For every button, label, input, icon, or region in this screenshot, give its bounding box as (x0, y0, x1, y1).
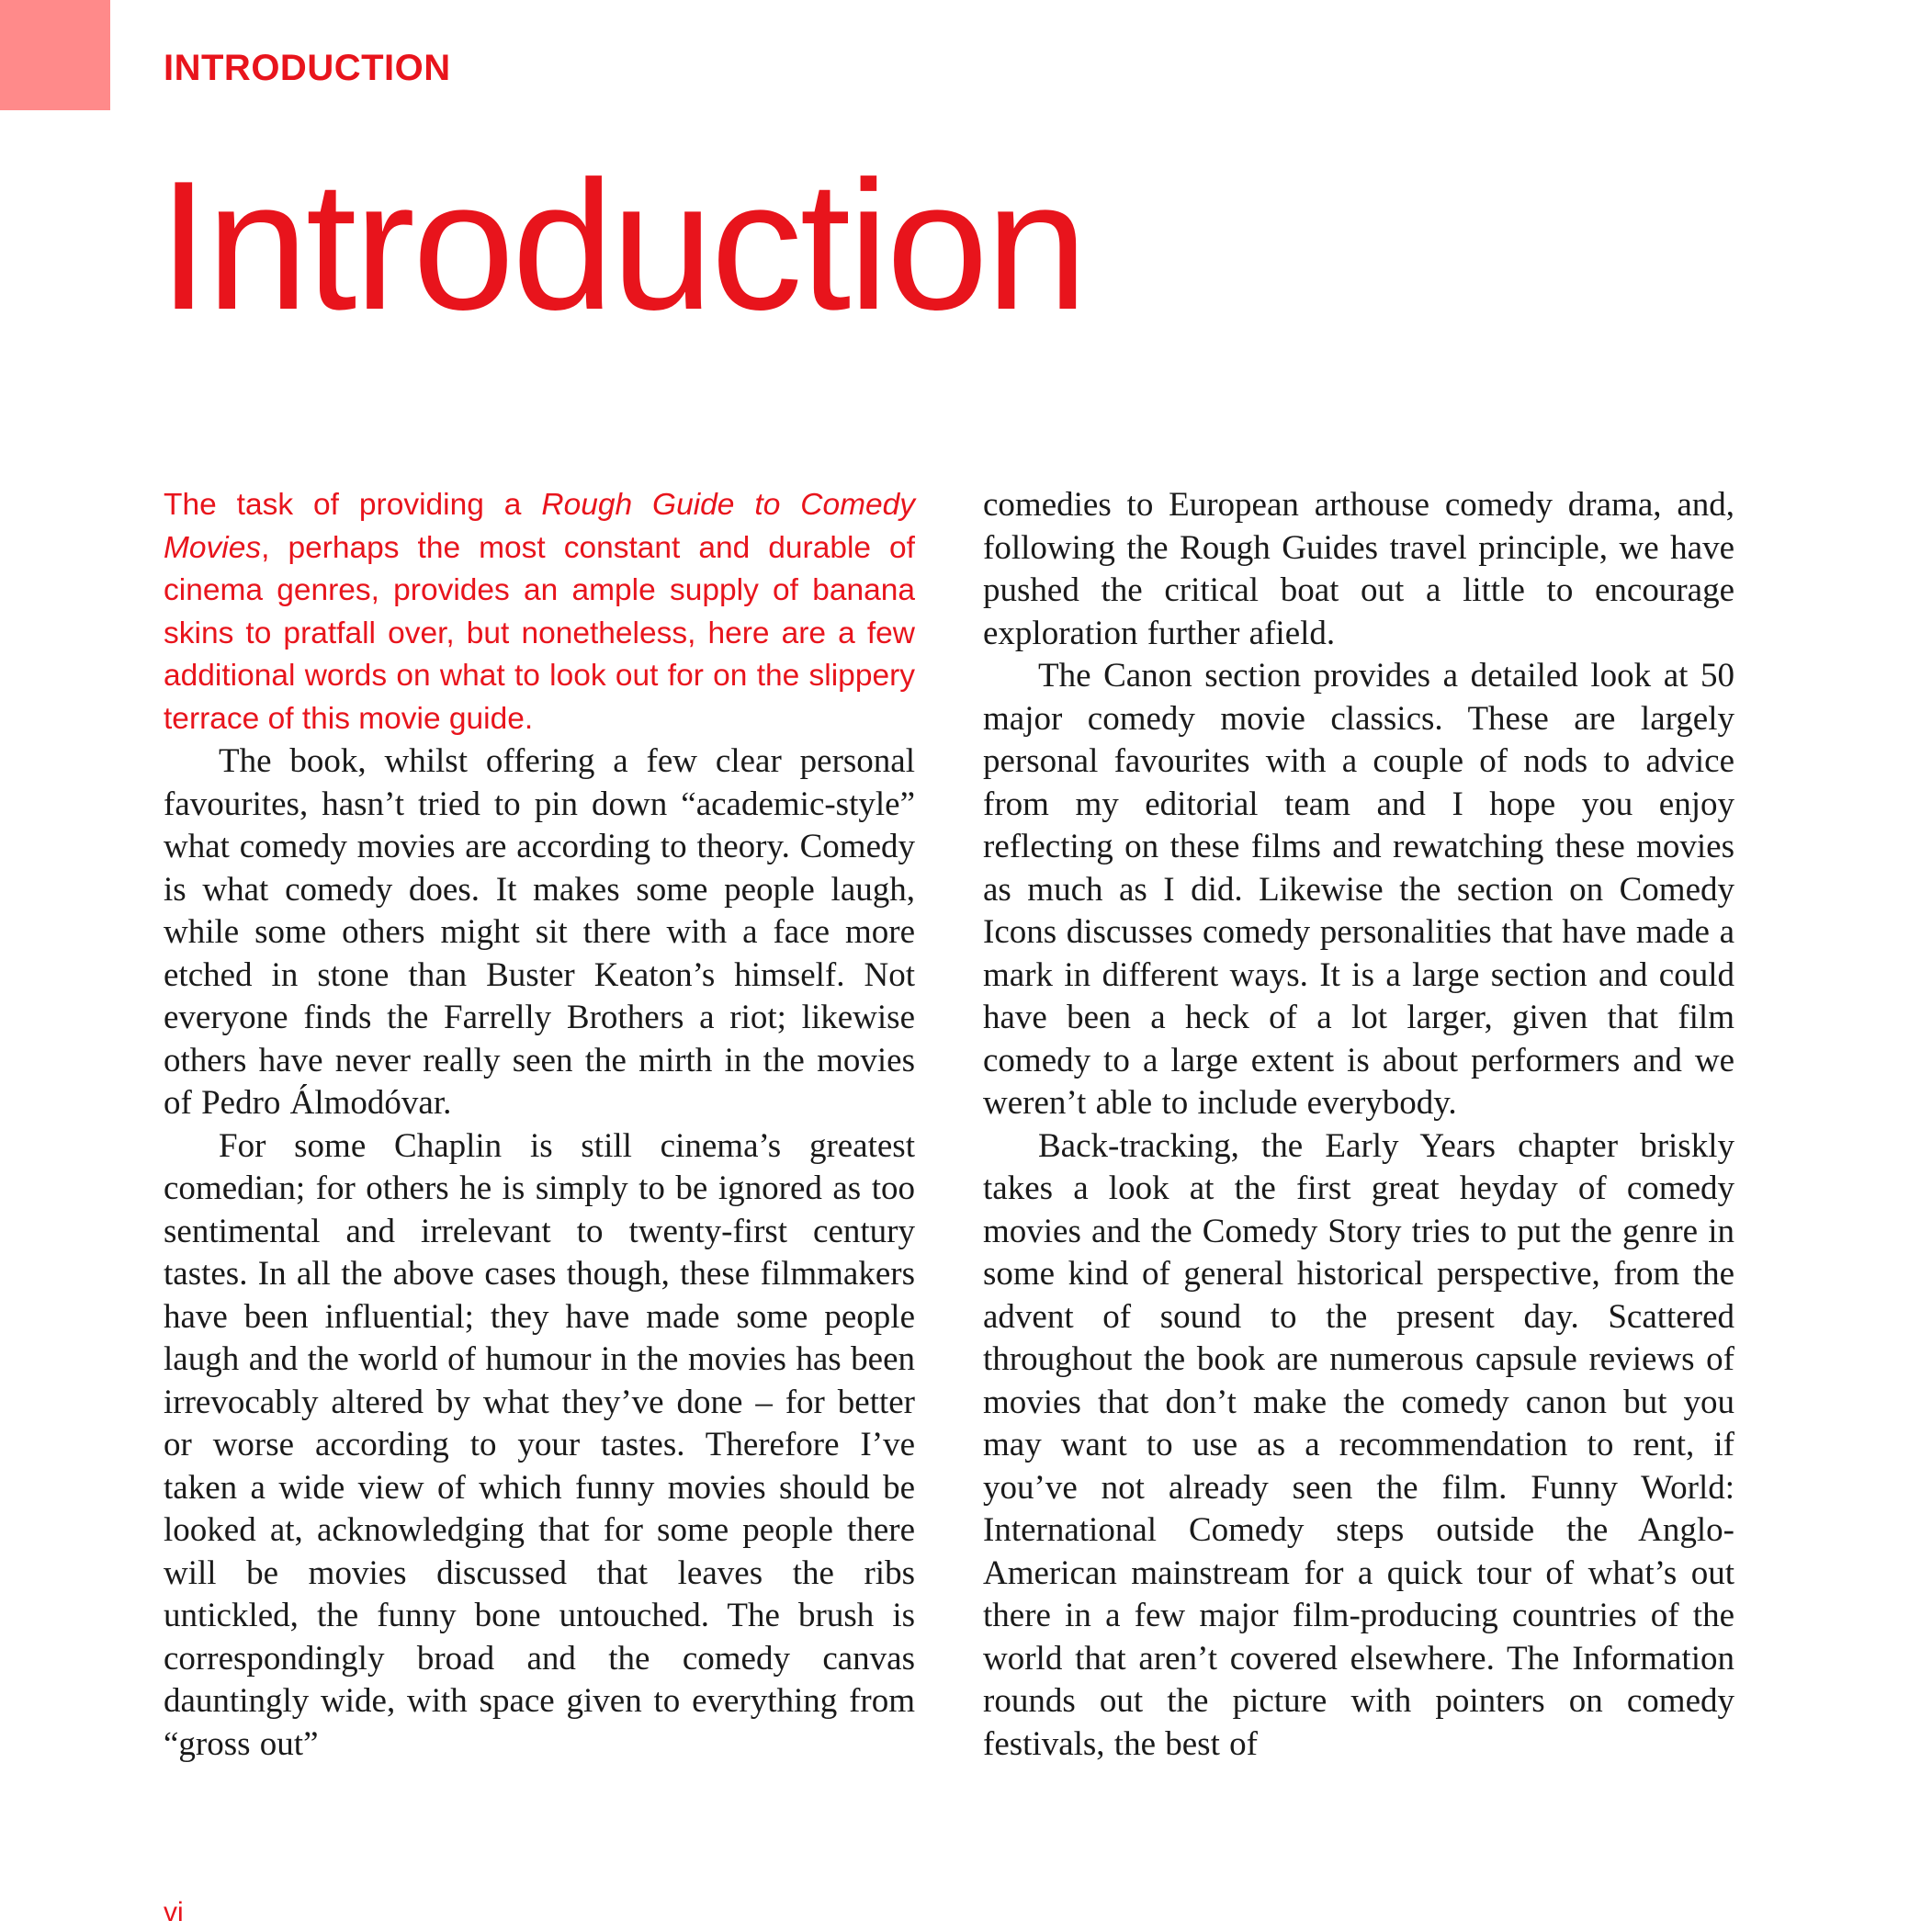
intro-lead (164, 484, 915, 740)
intro-lead-book-title: Rough Guide to Comedy Movies (164, 488, 916, 565)
paragraph: For some Chaplin is still cinema’s greatest comedian; for others he is simply to be ignored as too sentimental and irrelevant to twenty-first century tastes. In all the above cases though, these filmmakers have been influential; they have made some people laugh and the world of humour in the movies has been irrevocably altered by what they’ve done – for better or worse according to your tastes. Therefore I’ve taken a wide view of which funny movies should be looked at, acknowledging that for some people there will be movies discussed that leaves the ribs untickled, the funny bone untouched. The brush is correspondingly broad and the comedy canvas dauntingly wide, with space given to everything from “gross out” (164, 1126, 915, 1763)
intro-lead-part1: The task of providing a (164, 488, 542, 522)
section-label: INTRODUCTION (164, 48, 451, 88)
right-column (983, 484, 1734, 1766)
paragraph-continued: comedies to European arthouse comedy drama, and, following the Rough Guides travel principle, we have pushed the critical boat out a little to encourage exploration further afield. (983, 486, 1734, 652)
page-number: vi (164, 1897, 184, 1927)
paragraph: The Canon section provides a detailed look at 50 major comedy movie classics. These are largely personal favourites with a couple of nods to advice from my editorial team and I hope you enjoy reflecting on these films and rewatching these movies as much as I did. Likewise the section on Comedy Icons discusses comedy personalities that have made a mark in different ways. It is a large section and could have been a heck of a lot larger, given that film comedy to a large extent is about performers and we weren’t able to include everybody. (983, 657, 1734, 1122)
intro-lead-part2: , perhaps the most constant and durable of cinema genres, provides an ample supply of banana skins to pratfall over, but nonetheless, here are a few additional words on what to look out for on the slippery terrace of this movie guide. (164, 530, 915, 736)
corner-color-tab (0, 0, 110, 110)
left-column (164, 484, 915, 1766)
page-title: Introduction (158, 143, 1086, 348)
paragraph: The book, whilst offering a few clear personal favourites, hasn’t tried to pin down “academic-style” what comedy movies are according to theory. Comedy is what comedy does. It makes some people laugh, while some others might sit there with a face more etched in stone than Buster Keaton’s himself. Not everyone finds the Farrelly Brothers a riot; likewise others have never really seen the mirth in the movies of Pedro Álmodóvar. (164, 742, 915, 1122)
paragraph: Back-tracking, the Early Years chapter briskly takes a look at the first great heyday of comedy movies and the Comedy Story tries to put the genre in some kind of general historical perspective, from the advent of sound to the present day. Scattered throughout the book are numerous capsule reviews of movies that don’t make the comedy canon but you may want to use as a recommendation to rent, if you’ve not already seen the film. Funny World: International Comedy steps outside the Anglo-American mainstream for a quick tour of what’s out there in a few major film-producing countries of the world that aren’t covered elsewhere. The Information rounds out the picture with pointers on comedy festivals, the best of (983, 1126, 1734, 1763)
